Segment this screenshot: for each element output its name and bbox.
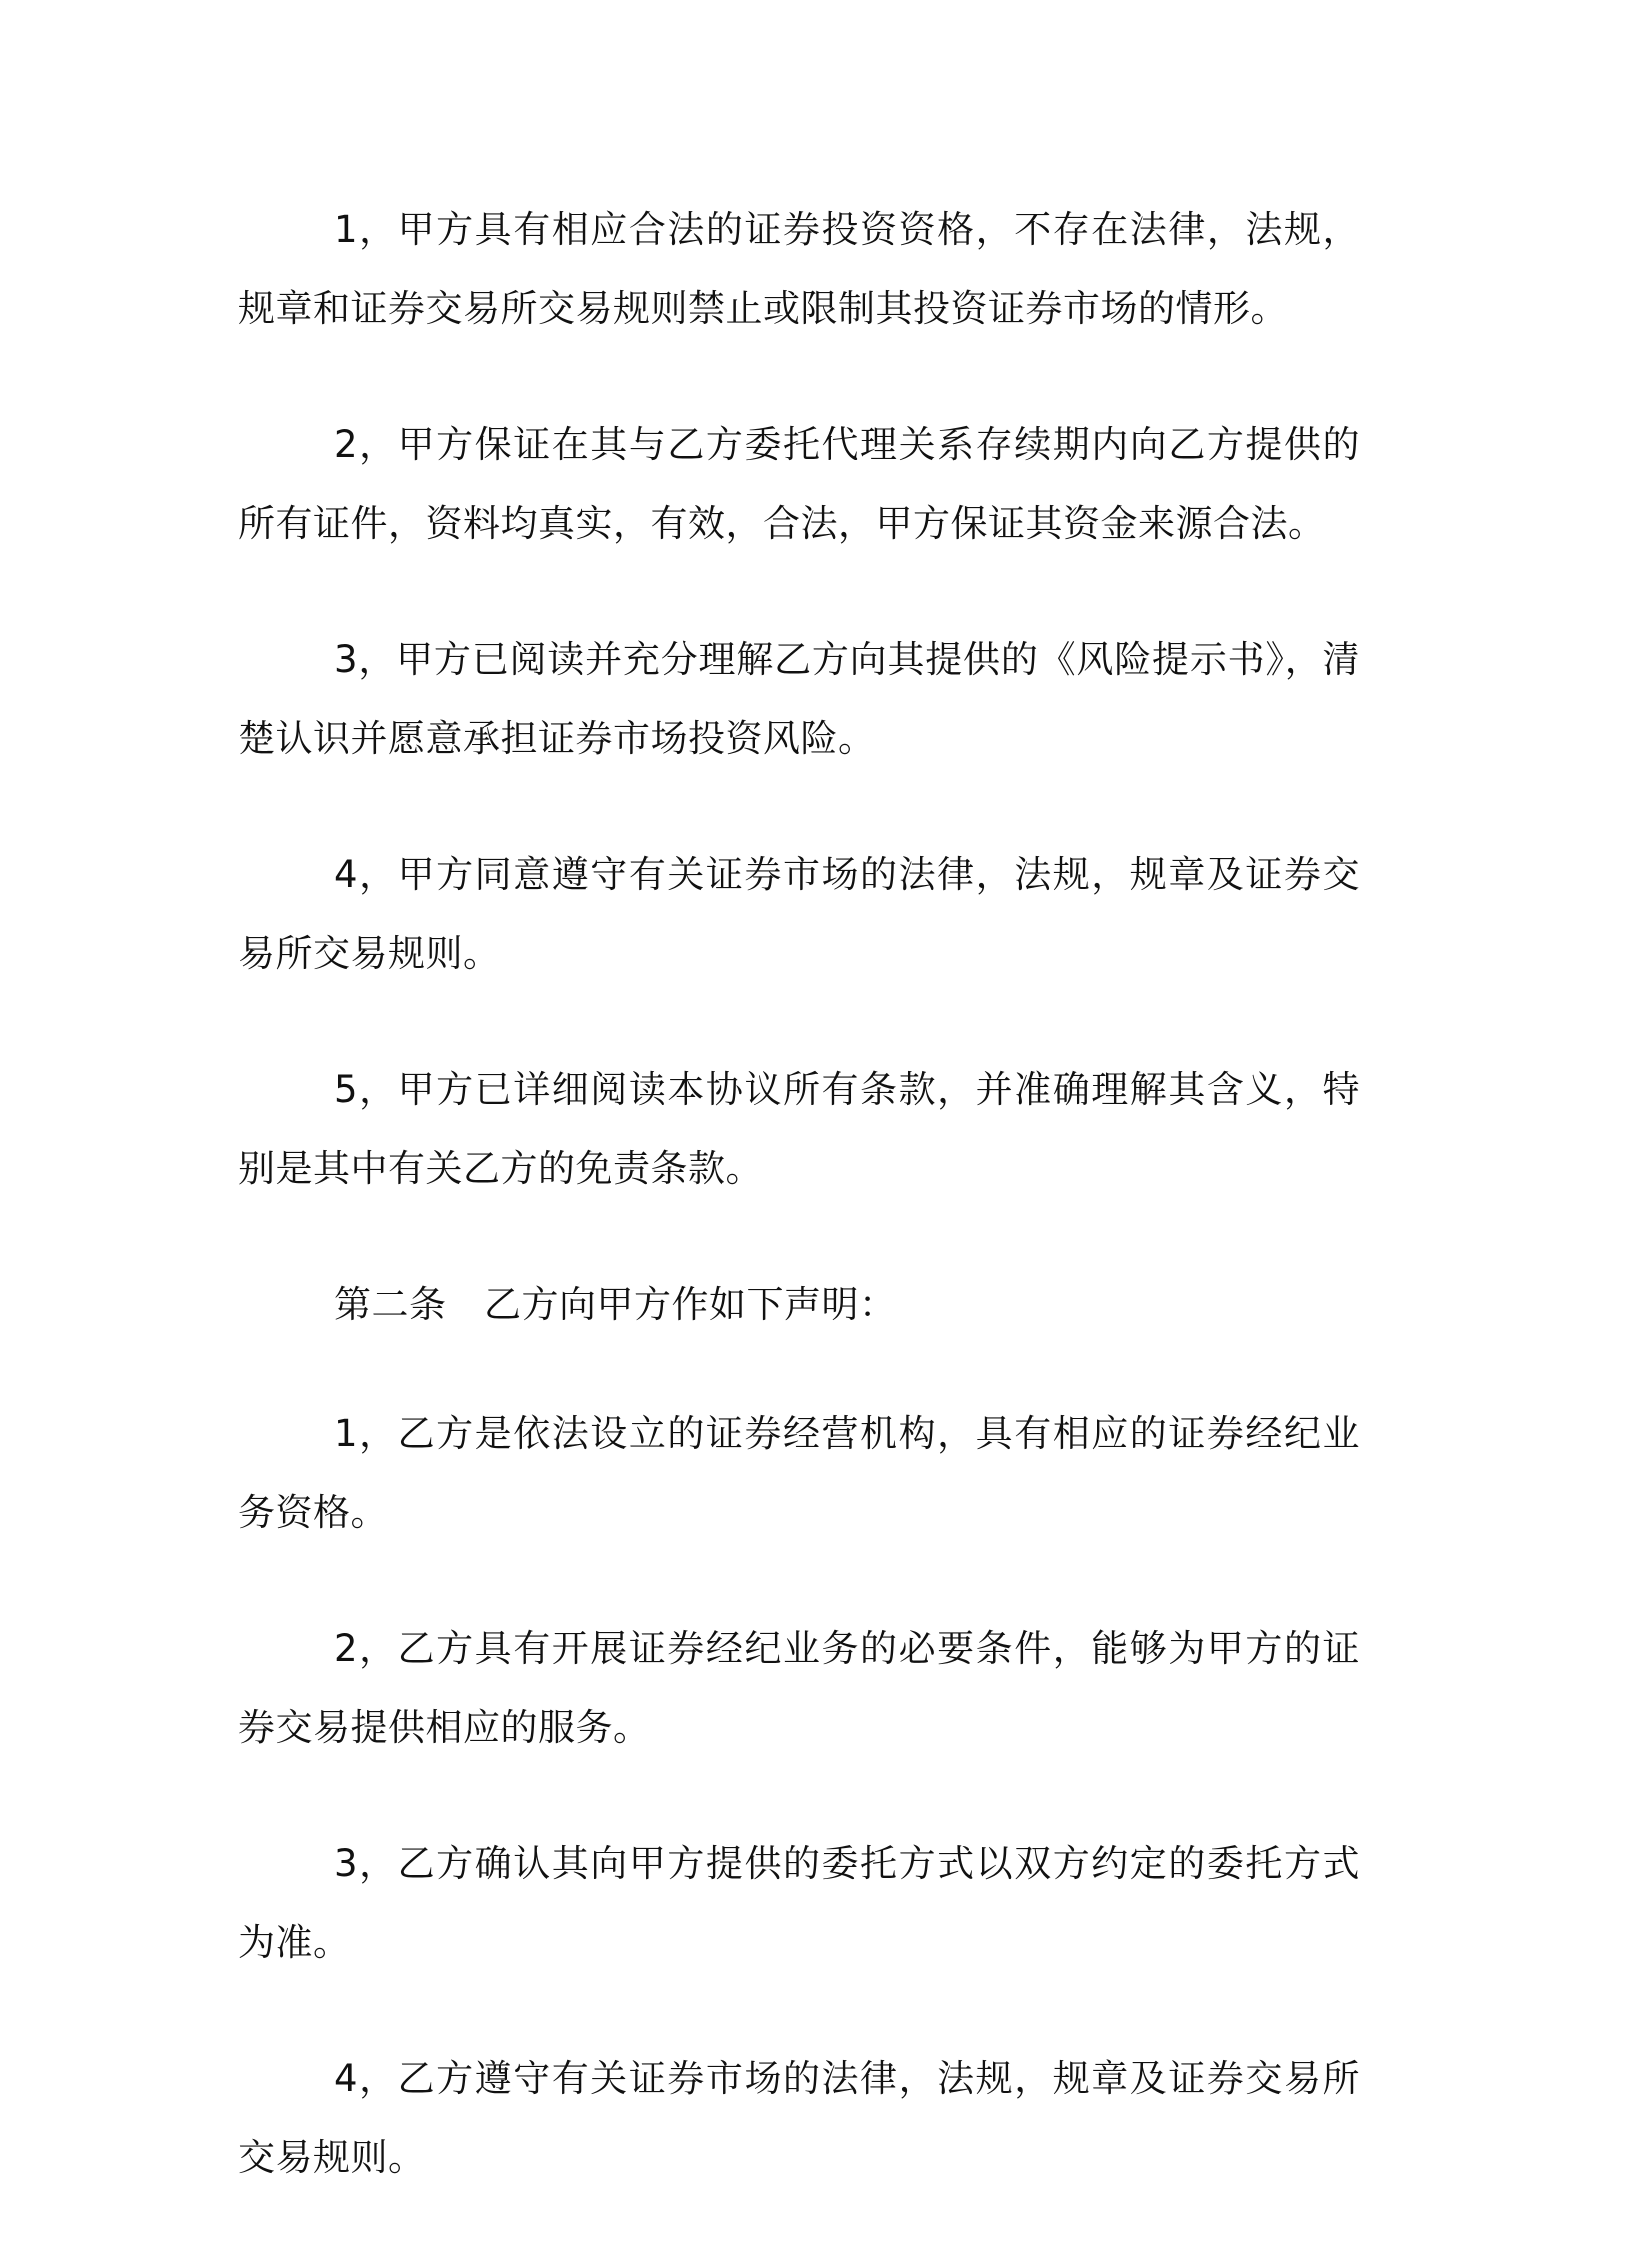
clause-2-heading: 第二条 乙方向甲方作如下声明： <box>334 1283 897 1326</box>
clause-2-item-4: 4，乙方遵守有关证券市场的法律，法规，规章及证券交易所交易规则。 <box>238 2057 1360 2179</box>
clause-1-item-2: 2，甲方保证在其与乙方委托代理关系存续期内向乙方提供的所有证件，资料均真实，有效，合法，甲方保证其资金来源合法。 <box>238 423 1360 545</box>
clause-1-item-3: 3，甲方已阅读并充分理解乙方向其提供的《风险提示书》，清楚认识并愿意承担证券市场投资风险。 <box>238 638 1360 760</box>
clause-1-item-4: 4，甲方同意遵守有关证券市场的法律，法规，规章及证券交易所交易规则。 <box>238 853 1360 975</box>
document-body <box>238 190 1360 2254</box>
clause-1-item-5: 5，甲方已详细阅读本协议所有条款，并准确理解其含义，特别是其中有关乙方的免责条款。 <box>238 1068 1360 1190</box>
clause-2-item-3: 3，乙方确认其向甲方提供的委托方式以双方约定的委托方式为准。 <box>238 1842 1360 1964</box>
clause-2-item-1: 1，乙方是依法设立的证券经营机构，具有相应的证券经纪业务资格。 <box>238 1412 1360 1534</box>
clause-1-item-1: 1，甲方具有相应合法的证券投资资格，不存在法律，法规，规章和证券交易所交易规则禁止或限制其投资证券市场的情形。 <box>238 208 1360 330</box>
clause-2-item-2: 2，乙方具有开展证券经纪业务的必要条件，能够为甲方的证券交易提供相应的服务。 <box>238 1627 1360 1749</box>
